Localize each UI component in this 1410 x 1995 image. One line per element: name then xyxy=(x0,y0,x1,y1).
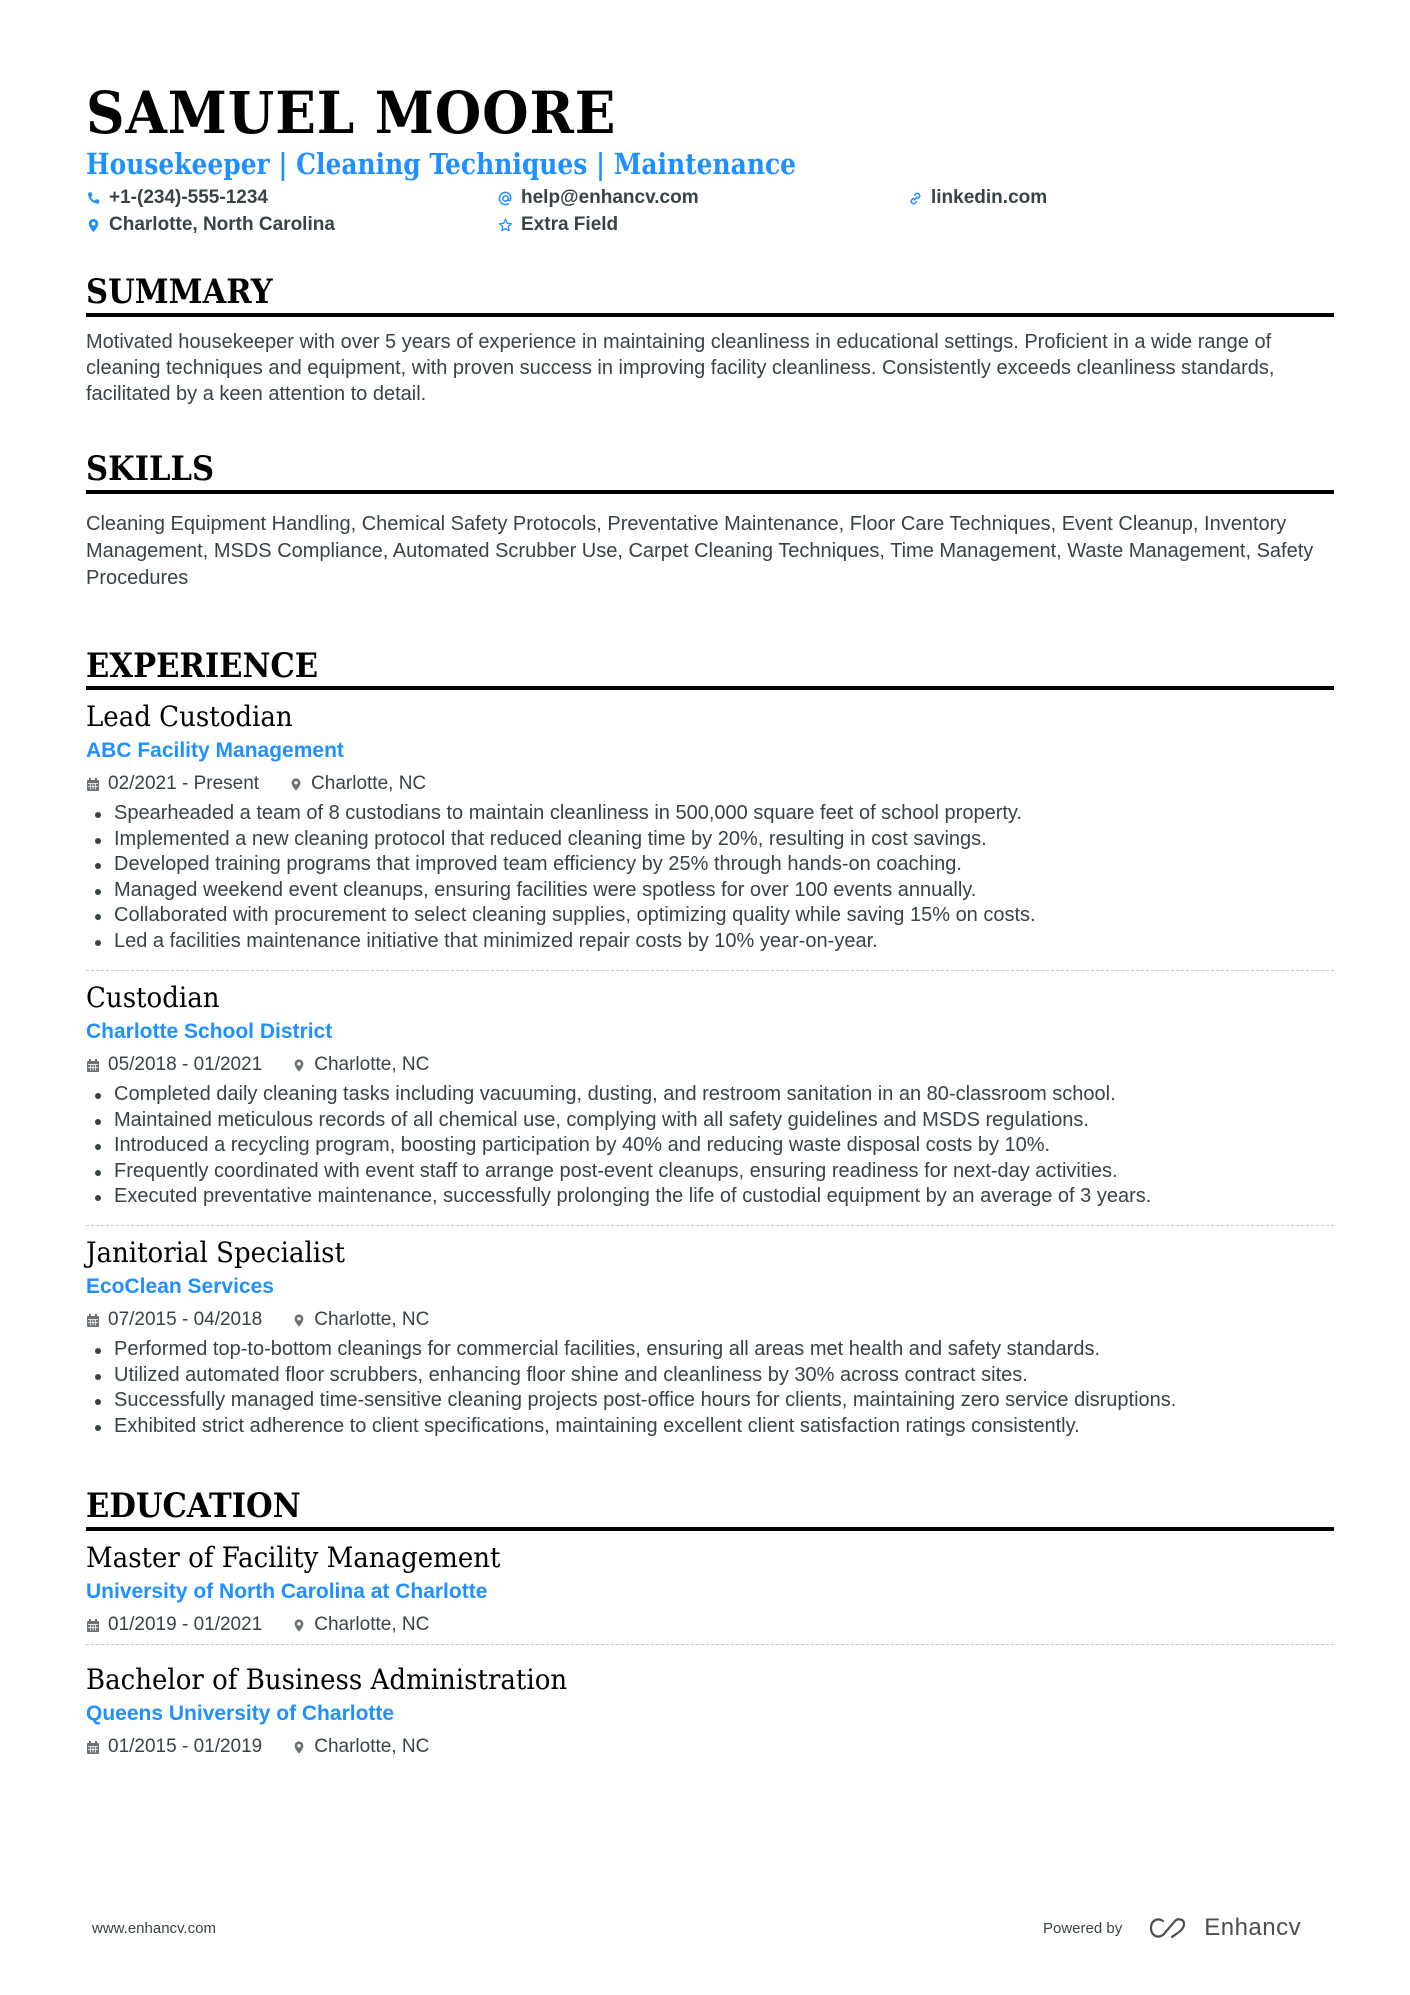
location-icon xyxy=(292,1618,306,1633)
degree-title: Bachelor of Business Administration xyxy=(86,1663,568,1696)
job-dates: 02/2021 - Present xyxy=(108,773,260,794)
star-icon xyxy=(498,218,513,233)
contact-location xyxy=(86,213,335,237)
bullet-item: Led a facilities maintenance initiative that minimized repair costs by 10% year-on-year. xyxy=(86,929,1334,955)
job-bullets xyxy=(86,801,1334,955)
job-dates: 05/2018 - 01/2021 xyxy=(108,1054,263,1075)
contact-extra xyxy=(498,213,618,237)
degree-title: Master of Facility Management xyxy=(86,1541,501,1574)
bullet-item: Developed training programs that improved team efficiency by 25% through hands-on coaching. xyxy=(86,852,1334,878)
education-meta xyxy=(86,1611,1334,1639)
bullet-item: Spearheaded a team of 8 custodians to maintain cleanliness in 500,000 square feet of school property. xyxy=(86,801,1334,827)
link-icon xyxy=(908,191,923,206)
footer-website[interactable]: www.enhancv.com xyxy=(92,1920,216,1937)
education-heading: EDUCATION xyxy=(86,1486,301,1526)
calendar-icon xyxy=(86,1058,100,1073)
education-dates: 01/2019 - 01/2021 xyxy=(108,1614,263,1635)
job-title: Lead Custodian xyxy=(86,700,293,733)
job-entry xyxy=(86,699,1334,955)
experience-heading: EXPERIENCE xyxy=(86,646,319,686)
education-entry xyxy=(86,1540,1334,1639)
company-name[interactable]: ABC Facility Management xyxy=(86,739,344,762)
bullet-item: Utilized automated floor scrubbers, enhancing floor shine and cleanliness by 30% across contract sites. xyxy=(86,1363,1334,1389)
bullet-item: Executed preventative maintenance, successfully prolonging the life of custodial equipment by an average of 3 years. xyxy=(86,1184,1334,1210)
job-location: Charlotte, NC xyxy=(314,1309,430,1330)
company-name[interactable]: Charlotte School District xyxy=(86,1020,333,1043)
bullet-item: Managed weekend event cleanups, ensuring facilities were spotless for over 100 events annually. xyxy=(86,878,1334,904)
powered-by-label: Powered by xyxy=(1043,1919,1123,1937)
bullet-item: Successfully managed time-sensitive cleaning projects post-office hours for clients, maintaining zero service disruptions. xyxy=(86,1388,1334,1414)
job-separator xyxy=(86,1225,1334,1226)
email-text: help@enhancv.com xyxy=(521,187,699,208)
job-meta xyxy=(86,1306,1334,1334)
experience-divider xyxy=(86,686,1334,690)
location-icon xyxy=(289,777,303,792)
phone-icon xyxy=(86,191,101,206)
skills-text: Cleaning Equipment Handling, Chemical Safety Protocols, Preventative Maintenance, Floor Care Techniques, Event Cleanup, Inventory Management, MSDS Compliance, Automated Scrubber Use, Carpet Cleaning Techniques, Time Management, Waste Management, Safety Procedures xyxy=(86,513,1314,589)
summary-text: Motivated housekeeper with over 5 years of experience in maintaining cleanliness in educational settings. Proficient in a wide range of cleaning techniques and equipment, with proven success in improving facility cleanliness. Consistently exceeds cleanliness standards, facilitated by a keen attention to detail. xyxy=(86,331,1275,405)
candidate-title: Housekeeper | Cleaning Techniques | Maintenance xyxy=(86,147,797,181)
location-icon xyxy=(292,1313,306,1328)
contact-phone xyxy=(86,186,268,210)
job-location: Charlotte, NC xyxy=(311,773,427,794)
enhancv-logo-icon xyxy=(1148,1916,1192,1940)
phone-text: +1-(234)-555-1234 xyxy=(109,187,268,208)
contact-email[interactable] xyxy=(498,186,699,210)
location-icon xyxy=(292,1058,306,1073)
job-separator xyxy=(86,970,1334,971)
bullet-item: Frequently coordinated with event staff to arrange post-event cleanups, ensuring readiness for next-day activities. xyxy=(86,1159,1334,1185)
bullet-item: Completed daily cleaning tasks including vacuuming, dusting, and restroom sanitation in an 80-classroom school. xyxy=(86,1082,1334,1108)
school-name[interactable]: University of North Carolina at Charlotte xyxy=(86,1580,488,1603)
extra-field-text: Extra Field xyxy=(521,214,619,235)
bullet-item: Implemented a new cleaning protocol that reduced cleaning time by 20%, resulting in cost savings. xyxy=(86,827,1334,853)
job-location: Charlotte, NC xyxy=(314,1054,430,1075)
contact-linkedin[interactable] xyxy=(908,186,1047,210)
education-dates: 01/2015 - 01/2019 xyxy=(108,1736,263,1757)
education-separator xyxy=(86,1644,1334,1645)
education-location: Charlotte, NC xyxy=(314,1614,430,1635)
company-name[interactable]: EcoClean Services xyxy=(86,1275,274,1298)
location-icon xyxy=(292,1740,306,1755)
job-bullets xyxy=(86,1082,1334,1210)
calendar-icon xyxy=(86,777,100,792)
job-meta xyxy=(86,1051,1334,1079)
school-name[interactable]: Queens University of Charlotte xyxy=(86,1702,395,1725)
job-title: Janitorial Specialist xyxy=(86,1236,345,1269)
bullet-item: Exhibited strict adherence to client specifications, maintaining excellent client satisfaction ratings consistently. xyxy=(86,1414,1334,1440)
bullet-item: Introduced a recycling program, boosting participation by 40% and reducing waste disposal costs by 10%. xyxy=(86,1133,1334,1159)
skills-heading: SKILLS xyxy=(86,449,215,489)
bullet-item: Performed top-to-bottom cleanings for commercial facilities, ensuring all areas met health and safety standards. xyxy=(86,1337,1334,1363)
job-entry xyxy=(86,1235,1334,1439)
job-bullets xyxy=(86,1337,1334,1439)
education-entry xyxy=(86,1662,1334,1761)
summary-divider xyxy=(86,313,1334,317)
linkedin-text: linkedin.com xyxy=(931,187,1048,208)
location-icon xyxy=(86,218,101,233)
candidate-name: SAMUEL MOORE xyxy=(86,79,617,147)
bullet-item: Maintained meticulous records of all chemical use, complying with all safety guidelines and MSDS regulations. xyxy=(86,1108,1334,1134)
education-meta xyxy=(86,1733,1334,1761)
education-location: Charlotte, NC xyxy=(314,1736,430,1757)
calendar-icon xyxy=(86,1618,100,1633)
calendar-icon xyxy=(86,1313,100,1328)
calendar-icon xyxy=(86,1740,100,1755)
education-divider xyxy=(86,1527,1334,1531)
at-icon xyxy=(498,191,513,206)
job-title: Custodian xyxy=(86,981,220,1014)
footer-branding xyxy=(1043,1914,1301,1942)
skills-divider xyxy=(86,490,1334,494)
job-meta xyxy=(86,770,1334,798)
job-dates: 07/2015 - 04/2018 xyxy=(108,1309,263,1330)
enhancv-logo[interactable] xyxy=(1148,1914,1301,1942)
bullet-item: Collaborated with procurement to select cleaning supplies, optimizing quality while saving 15% on costs. xyxy=(86,903,1334,929)
location-text: Charlotte, North Carolina xyxy=(109,214,335,235)
summary-heading: SUMMARY xyxy=(86,272,273,312)
brand-name: Enhancv xyxy=(1204,1914,1302,1941)
job-entry xyxy=(86,980,1334,1210)
